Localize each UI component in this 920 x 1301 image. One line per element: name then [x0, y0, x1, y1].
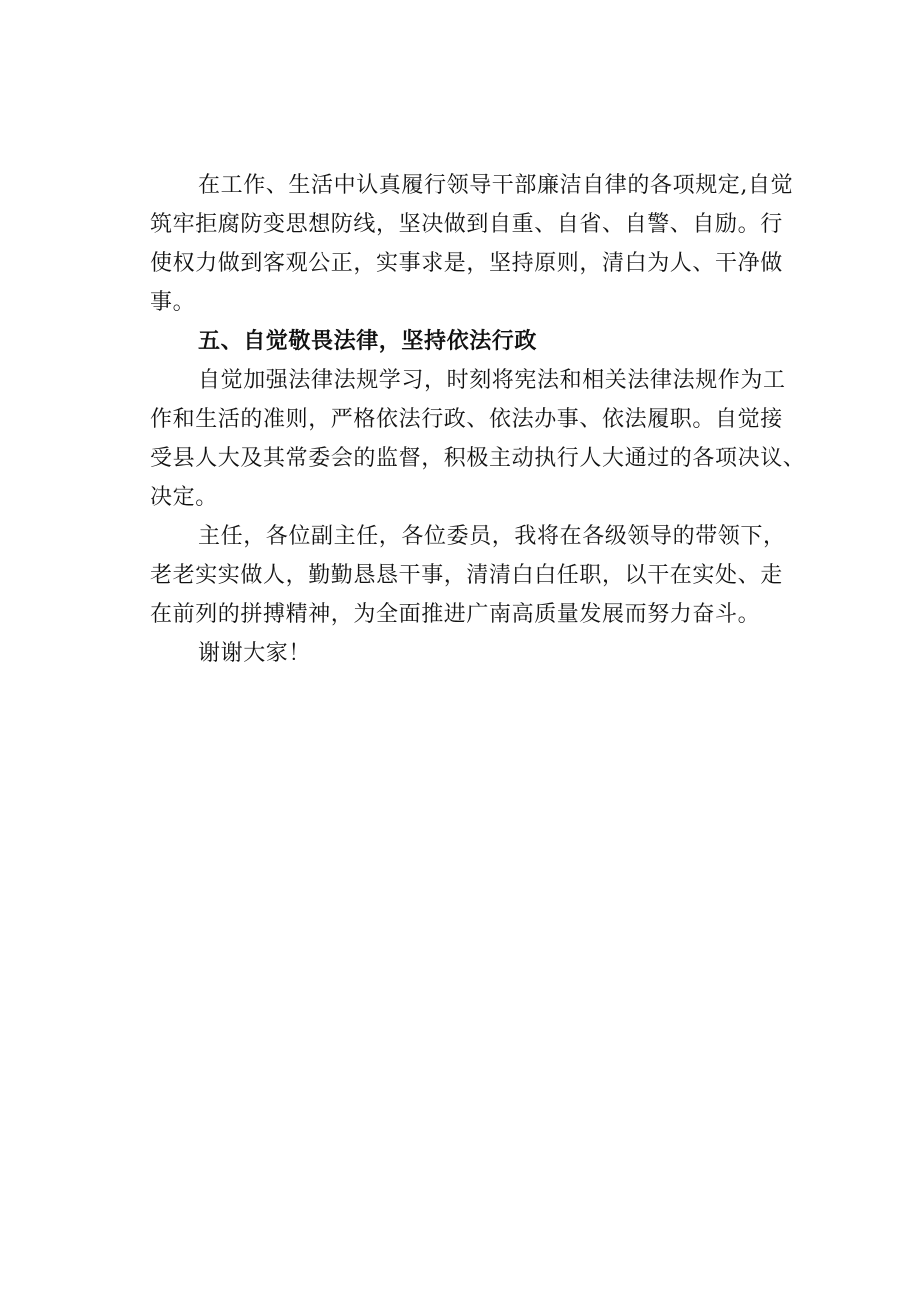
- paragraph-line: 使权力做到客观公正，实事求是，坚持原则，清白为人、干净做: [150, 251, 783, 276]
- paragraph-line: 作和生活的准则，严格依法行政、依法办事、依法履职。自觉接: [150, 407, 783, 432]
- paragraph-line: 受县人大及其常委会的监督，积极主动执行人大通过的各项决议、: [150, 446, 806, 471]
- paragraph-line: 老老实实做人，勤勤恳恳干事，清清白白任职，以干在实处、走: [150, 563, 783, 588]
- paragraph-line: 主任，各位副主任，各位委员，我将在各级领导的带领下，: [198, 524, 786, 549]
- paragraph-line: 自觉加强法律法规学习，时刻将宪法和相关法律法规作为工: [198, 368, 786, 393]
- paragraph-line: 事。: [150, 290, 196, 315]
- paragraph-line: 在前列的拼搏精神，为全面推进广南高质量发展而努力奋斗。: [150, 602, 761, 627]
- closing-thanks: [150, 634, 800, 673]
- paragraph-line: 决定。: [150, 485, 218, 510]
- document-body: [150, 166, 806, 673]
- paragraph-line: 筑牢拒腐防变思想防线，坚决做到自重、自省、自警、自励。行: [150, 212, 783, 237]
- closing-line: 谢谢大家！: [198, 641, 312, 666]
- paragraph-rule-of-law: [150, 361, 806, 517]
- section-heading-five: 五、自觉敬畏法律，坚持依法行政: [198, 329, 538, 354]
- paragraph-self-discipline: [150, 166, 800, 322]
- paragraph-pledge: [150, 517, 800, 634]
- paragraph-line: 在工作、生活中认真履行领导干部廉洁自律的各项规定,自觉: [198, 173, 794, 198]
